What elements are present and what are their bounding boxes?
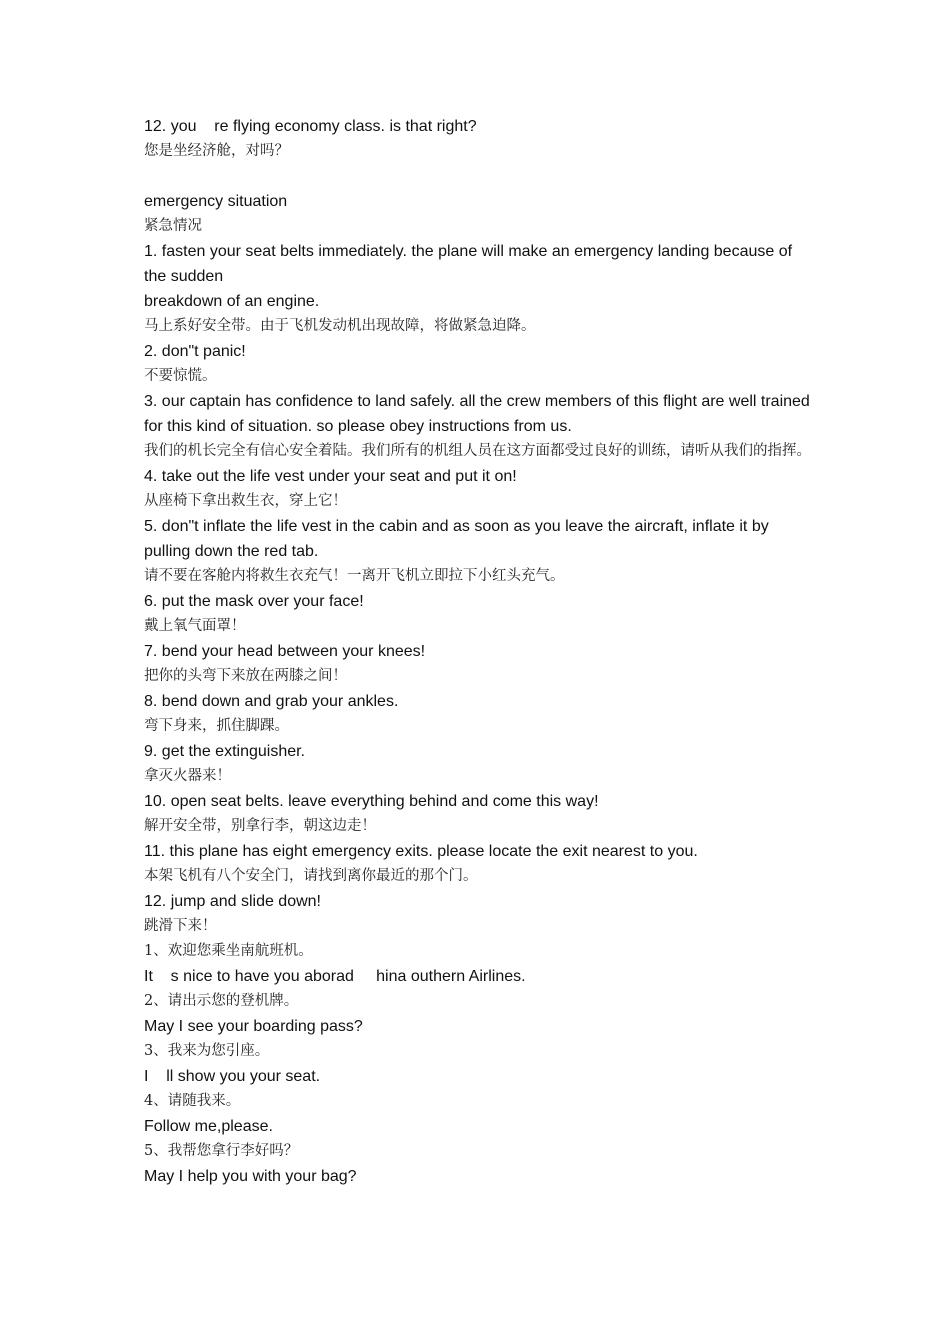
text-line: 拿灭火器来！	[144, 768, 231, 784]
text-line: 跳滑下来！	[144, 918, 217, 934]
text-line: 1. fasten your seat belts immediately. the plane will make an emergency landing because of the sudden	[144, 243, 797, 285]
text-line: It s nice to have you aborad hina outhern Airlines.	[144, 968, 526, 985]
text-line: breakdown of an engine.	[144, 293, 320, 310]
text-line: 11. this plane has eight emergency exits. please locate the exit nearest to you.	[144, 843, 698, 860]
text-line: 7. bend your head between your knees!	[144, 643, 426, 660]
text-line: Follow me,please.	[144, 1118, 273, 1135]
text-line: 4、请随我来。	[144, 1093, 241, 1109]
text-line: 戴上氧气面罩！	[144, 618, 246, 634]
text-line: 请不要在客舱内将救生衣充气！一离开飞机立即拉下小红头充气。	[144, 568, 565, 584]
text-line: 12. you re flying economy class. is that right?	[144, 118, 477, 135]
text-line: 从座椅下拿出救生衣，穿上它！	[144, 493, 347, 509]
text-line: 解开安全带，别拿行李，朝这边走！	[144, 818, 376, 834]
text-line: 1、欢迎您乘坐南航班机。	[144, 943, 313, 959]
text-line: 2、请出示您的登机牌。	[144, 993, 299, 1009]
text-line: 6. put the mask over your face!	[144, 593, 364, 610]
text-line: 弯下身来，抓住脚踝。	[144, 718, 289, 734]
text-line: 3、我来为您引座。	[144, 1043, 270, 1059]
text-line: 马上系好安全带。由于飞机发动机出现故障，将做紧急迫降。	[144, 318, 536, 334]
text-line: I ll show you your seat.	[144, 1068, 321, 1085]
text-line: 把你的头弯下来放在两膝之间！	[144, 668, 347, 684]
text-line: 8. bend down and grab your ankles.	[144, 693, 399, 710]
text-line: 4. take out the life vest under your seat and put it on!	[144, 468, 517, 485]
text-line: May I help you with your bag?	[144, 1168, 357, 1185]
section-heading: emergency situation	[144, 193, 288, 210]
text-line: 9. get the extinguisher.	[144, 743, 305, 760]
document-body	[144, 114, 814, 1189]
section-heading: 紧急情况	[144, 218, 202, 234]
text-line: 您是坐经济舱，对吗？	[144, 143, 289, 159]
text-line: May I see your boarding pass?	[144, 1018, 363, 1035]
text-line: 我们的机长完全有信心安全着陆。我们所有的机组人员在这方面都受过良好的训练，请听从我们的指挥。	[144, 443, 811, 459]
text-line: 2. don"t panic!	[144, 343, 246, 360]
text-line: 不要惊慌。	[144, 368, 217, 384]
text-line: 本架飞机有八个安全门，请找到离你最近的那个门。	[144, 868, 478, 884]
text-line: 10. open seat belts. leave everything behind and come this way!	[144, 793, 599, 810]
blank-line	[144, 164, 814, 189]
text-line: 5、我帮您拿行李好吗？	[144, 1143, 299, 1159]
text-line: 5. don"t inflate the life vest in the cabin and as soon as you leave the aircraft, inflate it by pulling down the red tab.	[144, 518, 774, 560]
text-line: 12. jump and slide down!	[144, 893, 321, 910]
text-line: 3. our captain has confidence to land safely. all the crew members of this flight are well trained for this kind of situation. so please obey instructions from us.	[144, 393, 815, 435]
